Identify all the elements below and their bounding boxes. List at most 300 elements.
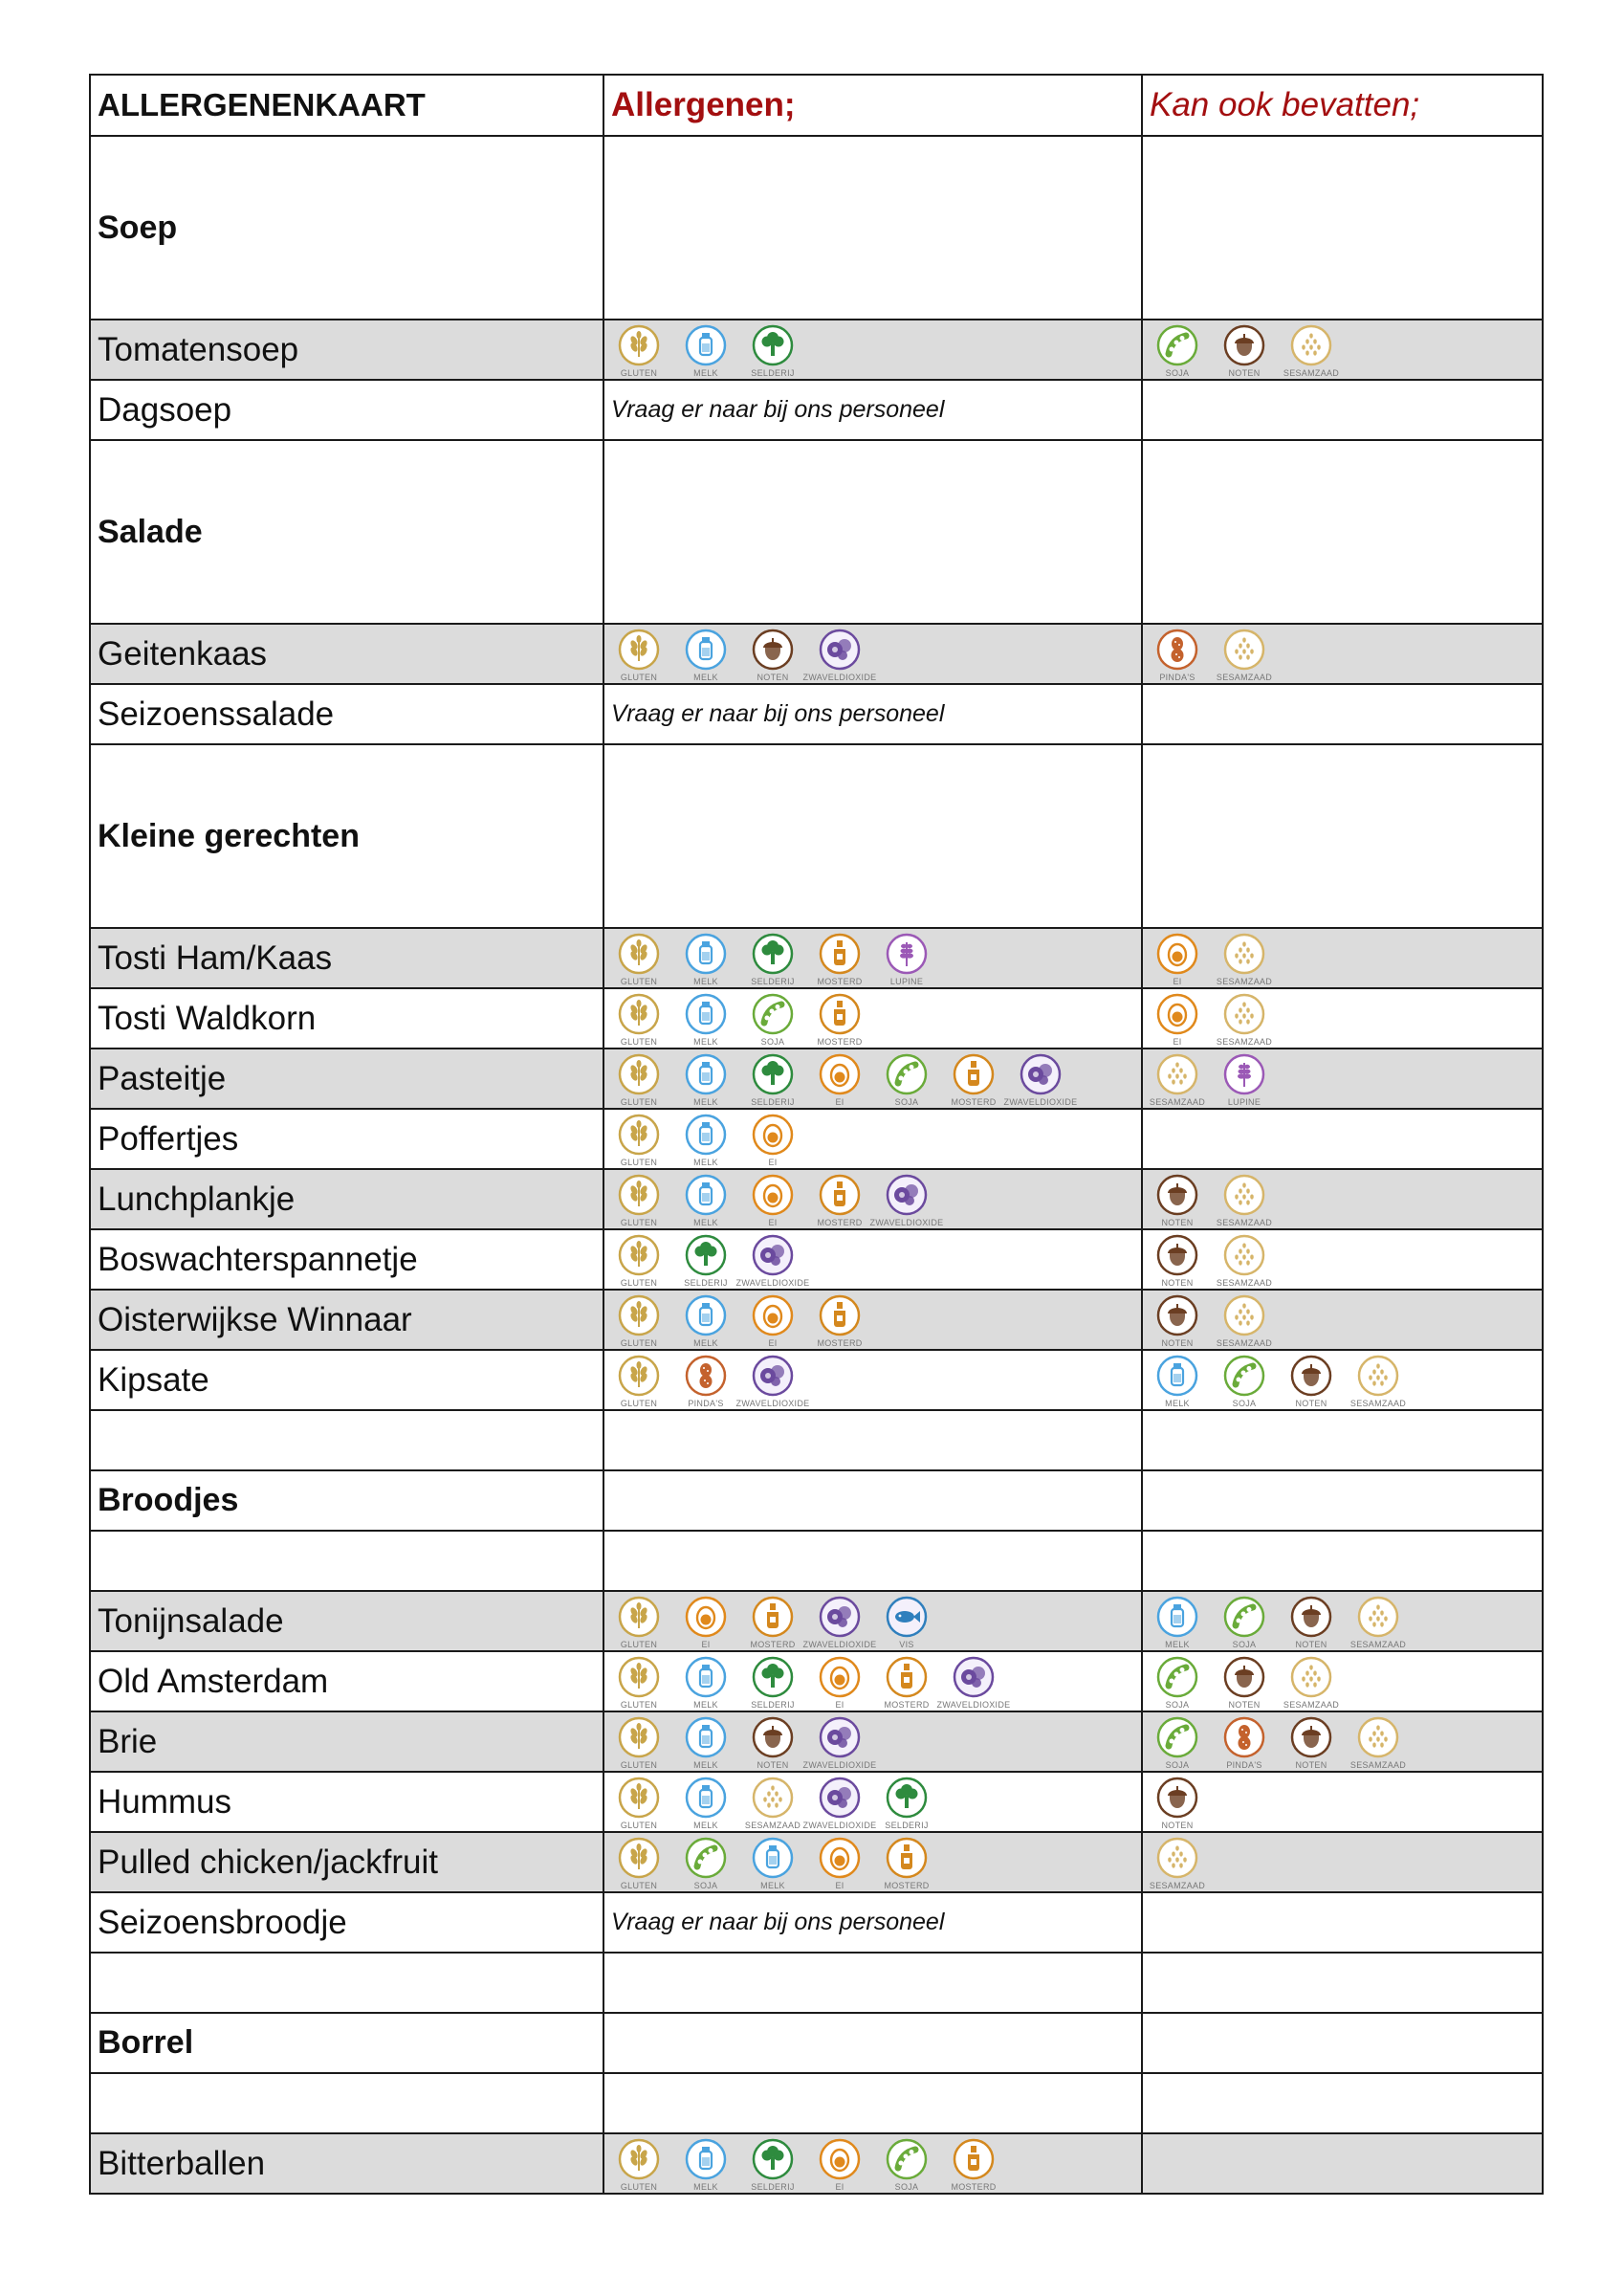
ask-staff-note: Vraag er naar bij ons personeel — [611, 396, 945, 423]
allergen-label: NOTEN — [757, 1759, 789, 1770]
may-contain-icon-list — [1150, 931, 1535, 986]
wheat-icon — [611, 1777, 667, 1830]
allergen-label: SESAMZAAD — [1216, 1217, 1273, 1227]
may-contain-cell — [1142, 1711, 1543, 1772]
sulphite-molecule-icon — [735, 1234, 810, 1288]
allergen-label: SESAMZAAD — [1149, 1096, 1206, 1107]
milk-bottle-icon — [1150, 1355, 1205, 1408]
allergens-icon-list — [611, 931, 1134, 986]
sesame-seeds-icon — [1217, 993, 1272, 1047]
dish-cell — [90, 1049, 603, 1109]
allergen-label: GLUTEN — [620, 1277, 658, 1288]
may-contain-cell — [1142, 1229, 1543, 1290]
may-contain-cell — [1142, 1892, 1543, 1953]
allergens-icon-list — [611, 991, 1134, 1047]
allergens-cell — [603, 1470, 1142, 1531]
dish-cell — [90, 1290, 603, 1350]
soy-pod-icon — [1217, 1596, 1272, 1649]
milk-bottle-icon — [678, 1656, 734, 1710]
allergen-label: NOTEN — [1161, 1337, 1194, 1348]
may-contain-cell — [1142, 744, 1543, 928]
allergen-label: EI — [1173, 1036, 1182, 1047]
may-contain-icon-list — [1150, 1051, 1535, 1107]
mustard-bottle-icon — [812, 933, 867, 986]
may-contain-icon-list — [1150, 322, 1535, 378]
may-contain-cell — [1142, 1531, 1543, 1591]
allergen-label: NOTEN — [1228, 1699, 1261, 1710]
allergen-label: GLUTEN — [620, 1880, 658, 1890]
allergen-label: ZWAVELDIOXIDE — [802, 1759, 877, 1770]
sulphite-molecule-icon — [802, 629, 877, 682]
wheat-icon — [611, 1716, 667, 1770]
egg-icon — [745, 1114, 801, 1167]
celery-icon — [745, 933, 801, 986]
allergen-label: EI — [835, 1880, 844, 1890]
allergen-label: MELK — [693, 2181, 718, 2192]
table-row — [90, 1350, 1543, 1410]
allergen-label: SESAMZAAD — [1216, 1036, 1273, 1047]
milk-bottle-icon — [678, 1114, 734, 1167]
may-contain-cell — [1142, 684, 1543, 744]
allergen-label: GLUTEN — [620, 976, 658, 986]
allergen-label: MOSTERD — [817, 976, 863, 986]
wheat-icon — [611, 1837, 667, 1890]
dish-name: Kipsate — [98, 1360, 209, 1399]
allergens-cell — [603, 380, 1142, 440]
mustard-bottle-icon — [879, 1656, 934, 1710]
allergen-label: VIS — [899, 1639, 914, 1649]
celery-icon — [879, 1777, 934, 1830]
celery-icon — [745, 324, 801, 378]
allergens-cell — [603, 1290, 1142, 1350]
dish-name: Old Amsterdam — [98, 1662, 329, 1700]
sesame-seeds-icon — [745, 1777, 801, 1830]
table-row — [90, 1290, 1543, 1350]
sulphite-molecule-icon — [936, 1656, 1011, 1710]
may-contain-icon-list — [1150, 627, 1535, 682]
allergens-cell — [603, 1953, 1142, 2013]
allergen-label: ZWAVELDIOXIDE — [802, 1820, 877, 1830]
sulphite-molecule-icon — [869, 1174, 944, 1227]
acorn-icon — [1150, 1777, 1205, 1830]
allergen-label: ZWAVELDIOXIDE — [1003, 1096, 1078, 1107]
allergen-label: MOSTERD — [817, 1217, 863, 1227]
ask-staff-note: Vraag er naar bij ons personeel — [611, 1909, 945, 1935]
allergens-cell — [603, 1591, 1142, 1651]
dish-name: Lunchplankje — [98, 1180, 296, 1218]
peanut-icon — [1150, 629, 1205, 682]
allergens-cell — [603, 1049, 1142, 1109]
allergen-label: PINDA'S — [688, 1398, 724, 1408]
ask-staff-note: Vraag er naar bij ons personeel — [611, 700, 945, 727]
allergen-label: PINDA'S — [1226, 1759, 1262, 1770]
soy-pod-icon — [678, 1837, 734, 1890]
allergens-cell — [603, 744, 1142, 928]
allergen-label: EI — [1173, 976, 1182, 986]
mustard-bottle-icon — [812, 993, 867, 1047]
allergens-cell — [603, 1229, 1142, 1290]
may-contain-cell — [1142, 380, 1543, 440]
allergen-label: SESAMZAAD — [1349, 1398, 1407, 1408]
section-row — [90, 744, 1543, 928]
allergens-cell — [603, 1832, 1142, 1892]
mustard-bottle-icon — [745, 1596, 801, 1649]
dish-cell — [90, 1892, 603, 1953]
section-row — [90, 1470, 1543, 1531]
allergen-label: MELK — [693, 1699, 718, 1710]
allergen-label: EI — [835, 2181, 844, 2192]
table-row — [90, 1049, 1543, 1109]
header-row — [90, 75, 1543, 136]
may-contain-column-header: Kan ook bevatten; — [1142, 75, 1543, 136]
allergen-label: SOJA — [693, 1880, 718, 1890]
allergens-icon-list — [611, 1112, 1134, 1167]
dish-name: Boswachterspannetje — [98, 1240, 418, 1278]
dish-name: Hummus — [98, 1782, 232, 1821]
allergens-cell — [603, 1350, 1142, 1410]
allergen-label: ZWAVELDIOXIDE — [735, 1398, 810, 1408]
sulphite-molecule-icon — [802, 1596, 877, 1649]
dish-name: Pasteitje — [98, 1059, 227, 1097]
may-contain-cell — [1142, 928, 1543, 988]
sesame-seeds-icon — [1217, 629, 1272, 682]
wheat-icon — [611, 1656, 667, 1710]
may-contain-cell — [1142, 624, 1543, 684]
sesame-seeds-icon — [1217, 1174, 1272, 1227]
allergen-label: SELDERIJ — [751, 2181, 795, 2192]
allergen-label: SESAMZAAD — [1283, 1699, 1340, 1710]
dish-cell — [90, 1109, 603, 1169]
allergens-icon-list — [611, 322, 1134, 378]
milk-bottle-icon — [678, 1053, 734, 1107]
wheat-icon — [611, 1355, 667, 1408]
allergen-label: SESAMZAAD — [1216, 1277, 1273, 1288]
dish-cell — [90, 1711, 603, 1772]
allergen-label: LUPINE — [1227, 1096, 1261, 1107]
allergens-icon-list — [611, 627, 1134, 682]
acorn-icon — [1283, 1355, 1339, 1408]
allergen-label: MELK — [760, 1880, 785, 1890]
dish-name: Seizoensbroodje — [98, 1903, 347, 1941]
dish-name: Tonijnsalade — [98, 1601, 284, 1640]
egg-icon — [812, 1053, 867, 1107]
soy-pod-icon — [879, 1053, 934, 1107]
allergens-cell — [603, 1169, 1142, 1229]
allergens-icon-list — [611, 1654, 1134, 1710]
egg-icon — [1150, 993, 1205, 1047]
sesame-seeds-icon — [1150, 1053, 1205, 1107]
blank-row — [90, 2073, 1543, 2133]
allergen-label: MELK — [693, 672, 718, 682]
allergen-label: NOTEN — [1228, 367, 1261, 378]
allergens-icon-list — [611, 1594, 1134, 1649]
may-contain-cell — [1142, 1169, 1543, 1229]
may-contain-cell — [1142, 1832, 1543, 1892]
may-contain-cell — [1142, 1953, 1543, 2013]
wheat-icon — [611, 1596, 667, 1649]
allergen-label: EI — [835, 1699, 844, 1710]
dish-name: Dagsoep — [98, 390, 232, 429]
wheat-icon — [611, 2138, 667, 2192]
may-contain-icon-list — [1150, 991, 1535, 1047]
table-row — [90, 1772, 1543, 1832]
blank-row — [90, 1410, 1543, 1470]
acorn-icon — [1283, 1716, 1339, 1770]
section-title: Borrel — [90, 2013, 603, 2073]
may-contain-cell — [1142, 2133, 1543, 2194]
table-row — [90, 1229, 1543, 1290]
acorn-icon — [1217, 324, 1272, 378]
dish-cell — [90, 1772, 603, 1832]
may-contain-cell — [1142, 1410, 1543, 1470]
acorn-icon — [745, 629, 801, 682]
allergen-label: MOSTERD — [817, 1036, 863, 1047]
allergen-label: MELK — [693, 1157, 718, 1167]
allergens-cell — [603, 136, 1142, 320]
dish-cell — [90, 1651, 603, 1711]
acorn-icon — [1150, 1174, 1205, 1227]
allergen-label: SESAMZAAD — [1349, 1639, 1407, 1649]
may-contain-cell — [1142, 1772, 1543, 1832]
allergen-label: GLUTEN — [620, 1759, 658, 1770]
dish-name: Brie — [98, 1722, 158, 1760]
allergen-label: MELK — [693, 1337, 718, 1348]
allergens-cell — [603, 2133, 1142, 2194]
allergen-label: GLUTEN — [620, 1096, 658, 1107]
allergens-cell — [603, 988, 1142, 1049]
allergens-icon-list — [611, 1051, 1134, 1107]
sesame-seeds-icon — [1217, 933, 1272, 986]
section-row — [90, 136, 1543, 320]
dish-cell — [90, 684, 603, 744]
dish-cell — [90, 624, 603, 684]
mustard-bottle-icon — [812, 1174, 867, 1227]
allergen-label: MOSTERD — [817, 1337, 863, 1348]
dish-cell — [90, 380, 603, 440]
allergen-label: ZWAVELDIOXIDE — [869, 1217, 944, 1227]
may-contain-cell — [1142, 988, 1543, 1049]
celery-icon — [678, 1234, 734, 1288]
allergens-cell — [603, 1109, 1142, 1169]
table-row — [90, 1832, 1543, 1892]
allergen-label: MOSTERD — [884, 1699, 930, 1710]
allergens-icon-list — [611, 1775, 1134, 1830]
egg-icon — [745, 1294, 801, 1348]
may-contain-icon-list — [1150, 1232, 1535, 1288]
allergen-label: SESAMZAAD — [1349, 1759, 1407, 1770]
dish-name: Pulled chicken/jackfruit — [98, 1843, 438, 1881]
egg-icon — [812, 1837, 867, 1890]
may-contain-cell — [1142, 1651, 1543, 1711]
allergen-label: GLUTEN — [620, 1699, 658, 1710]
allergen-label: MOSTERD — [951, 1096, 997, 1107]
allergen-label: ZWAVELDIOXIDE — [802, 672, 877, 682]
allergen-label: MELK — [1165, 1639, 1190, 1649]
allergen-label: SOJA — [1232, 1398, 1257, 1408]
table-title: ALLERGENENKAART — [90, 75, 603, 136]
table-row — [90, 1711, 1543, 1772]
milk-bottle-icon — [678, 1777, 734, 1830]
section-row — [90, 2013, 1543, 2073]
allergen-label: SOJA — [1165, 1699, 1190, 1710]
milk-bottle-icon — [678, 933, 734, 986]
allergens-cell — [603, 1651, 1142, 1711]
dish-name: Oisterwijkse Winnaar — [98, 1300, 412, 1338]
allergen-label: SESAMZAAD — [1149, 1880, 1206, 1890]
milk-bottle-icon — [678, 1716, 734, 1770]
allergens-icon-list — [611, 2136, 1134, 2192]
dish-name: Geitenkaas — [98, 634, 268, 673]
allergen-label: EI — [701, 1639, 711, 1649]
soy-pod-icon — [1150, 1656, 1205, 1710]
mustard-bottle-icon — [812, 1294, 867, 1348]
allergens-cell — [603, 320, 1142, 380]
dish-cell — [90, 988, 603, 1049]
table-row — [90, 928, 1543, 988]
allergen-label: GLUTEN — [620, 672, 658, 682]
allergen-label: SESAMZAAD — [744, 1820, 801, 1830]
may-contain-icon-list — [1150, 1353, 1535, 1408]
milk-bottle-icon — [745, 1837, 801, 1890]
allergens-icon-list — [611, 1835, 1134, 1890]
dish-name: Bitterballen — [98, 2144, 266, 2182]
dish-name: Tosti Ham/Kaas — [98, 938, 333, 977]
allergen-label: NOTEN — [1161, 1277, 1194, 1288]
mustard-bottle-icon — [946, 1053, 1001, 1107]
allergen-label: SELDERIJ — [751, 976, 795, 986]
allergen-label: ZWAVELDIOXIDE — [936, 1699, 1011, 1710]
wheat-icon — [611, 1053, 667, 1107]
table-row — [90, 1591, 1543, 1651]
dish-cell — [90, 1832, 603, 1892]
allergen-label: SOJA — [1165, 1759, 1190, 1770]
may-contain-icon-list — [1150, 1654, 1535, 1710]
allergen-label: SOJA — [894, 1096, 919, 1107]
soy-pod-icon — [745, 993, 801, 1047]
allergen-label: GLUTEN — [620, 1639, 658, 1649]
may-contain-cell — [1142, 136, 1543, 320]
allergen-label: SESAMZAAD — [1216, 672, 1273, 682]
dish-cell — [90, 320, 603, 380]
allergen-label: PINDA'S — [1159, 672, 1195, 682]
allergens-cell — [603, 1531, 1142, 1591]
allergen-label: EI — [768, 1157, 778, 1167]
blank-row — [90, 1531, 1543, 1591]
allergen-label: GLUTEN — [620, 1337, 658, 1348]
allergens-cell — [603, 1772, 1142, 1832]
wheat-icon — [611, 629, 667, 682]
wheat-icon — [611, 933, 667, 986]
allergen-label: GLUTEN — [620, 1398, 658, 1408]
allergens-icon-list — [611, 1714, 1134, 1770]
section-title: Salade — [90, 440, 603, 624]
table-row — [90, 684, 1543, 744]
table-row — [90, 380, 1543, 440]
sulphite-molecule-icon — [802, 1716, 877, 1770]
may-contain-cell — [1142, 1591, 1543, 1651]
allergens-cell — [603, 684, 1142, 744]
allergen-label: MELK — [693, 1096, 718, 1107]
fish-icon — [879, 1596, 934, 1649]
allergen-label: GLUTEN — [620, 1820, 658, 1830]
allergens-column-header: Allergenen; — [603, 75, 1142, 136]
sesame-seeds-icon — [1217, 1294, 1272, 1348]
peanut-icon — [1217, 1716, 1272, 1770]
may-contain-cell — [1142, 440, 1543, 624]
allergen-label: NOTEN — [757, 672, 789, 682]
section-row — [90, 440, 1543, 624]
milk-bottle-icon — [678, 1174, 734, 1227]
table-row — [90, 1109, 1543, 1169]
dish-cell — [90, 2073, 603, 2133]
soy-pod-icon — [1150, 324, 1205, 378]
allergen-label: SESAMZAAD — [1283, 367, 1340, 378]
section-title: Soep — [90, 136, 603, 320]
allergen-label: ZWAVELDIOXIDE — [802, 1639, 877, 1649]
sesame-seeds-icon — [1350, 1716, 1406, 1770]
table-row — [90, 1892, 1543, 1953]
celery-icon — [745, 1053, 801, 1107]
allergen-label: SESAMZAAD — [1216, 1337, 1273, 1348]
allergen-label: SOJA — [1232, 1639, 1257, 1649]
allergens-cell — [603, 1892, 1142, 1953]
allergens-icon-list — [611, 1353, 1134, 1408]
acorn-icon — [1283, 1596, 1339, 1649]
sesame-seeds-icon — [1350, 1355, 1406, 1408]
allergen-label: MELK — [693, 1036, 718, 1047]
milk-bottle-icon — [678, 1294, 734, 1348]
soy-pod-icon — [1217, 1355, 1272, 1408]
allergen-label: SELDERIJ — [751, 1699, 795, 1710]
dish-cell — [90, 1229, 603, 1290]
allergen-label: NOTEN — [1295, 1759, 1327, 1770]
allergen-label: MELK — [693, 976, 718, 986]
may-contain-cell — [1142, 1470, 1543, 1531]
allergen-label: EI — [768, 1337, 778, 1348]
wheat-icon — [611, 1294, 667, 1348]
allergen-table — [89, 74, 1544, 2195]
section-title: Kleine gerechten — [90, 744, 603, 928]
soy-pod-icon — [879, 2138, 934, 2192]
dish-name: Tosti Waldkorn — [98, 999, 317, 1037]
celery-icon — [745, 1656, 801, 1710]
mustard-bottle-icon — [879, 1837, 934, 1890]
soy-pod-icon — [1150, 1716, 1205, 1770]
milk-bottle-icon — [678, 324, 734, 378]
sesame-seeds-icon — [1150, 1837, 1205, 1890]
dish-name: Poffertjes — [98, 1119, 239, 1158]
dish-cell — [90, 928, 603, 988]
mustard-bottle-icon — [946, 2138, 1001, 2192]
dish-name: Seizoenssalade — [98, 695, 335, 733]
allergens-cell — [603, 928, 1142, 988]
table-row — [90, 1651, 1543, 1711]
table-row — [90, 320, 1543, 380]
table-row — [90, 624, 1543, 684]
wheat-icon — [611, 993, 667, 1047]
allergen-label: GLUTEN — [620, 2181, 658, 2192]
egg-icon — [812, 2138, 867, 2192]
sulphite-molecule-icon — [1003, 1053, 1078, 1107]
wheat-icon — [611, 1174, 667, 1227]
dish-cell — [90, 1531, 603, 1591]
may-contain-cell — [1142, 2013, 1543, 2073]
dish-name: Tomatensoep — [98, 330, 299, 368]
may-contain-cell — [1142, 1350, 1543, 1410]
allergen-label: MELK — [693, 367, 718, 378]
allergen-label: EI — [768, 1217, 778, 1227]
sesame-seeds-icon — [1283, 324, 1339, 378]
